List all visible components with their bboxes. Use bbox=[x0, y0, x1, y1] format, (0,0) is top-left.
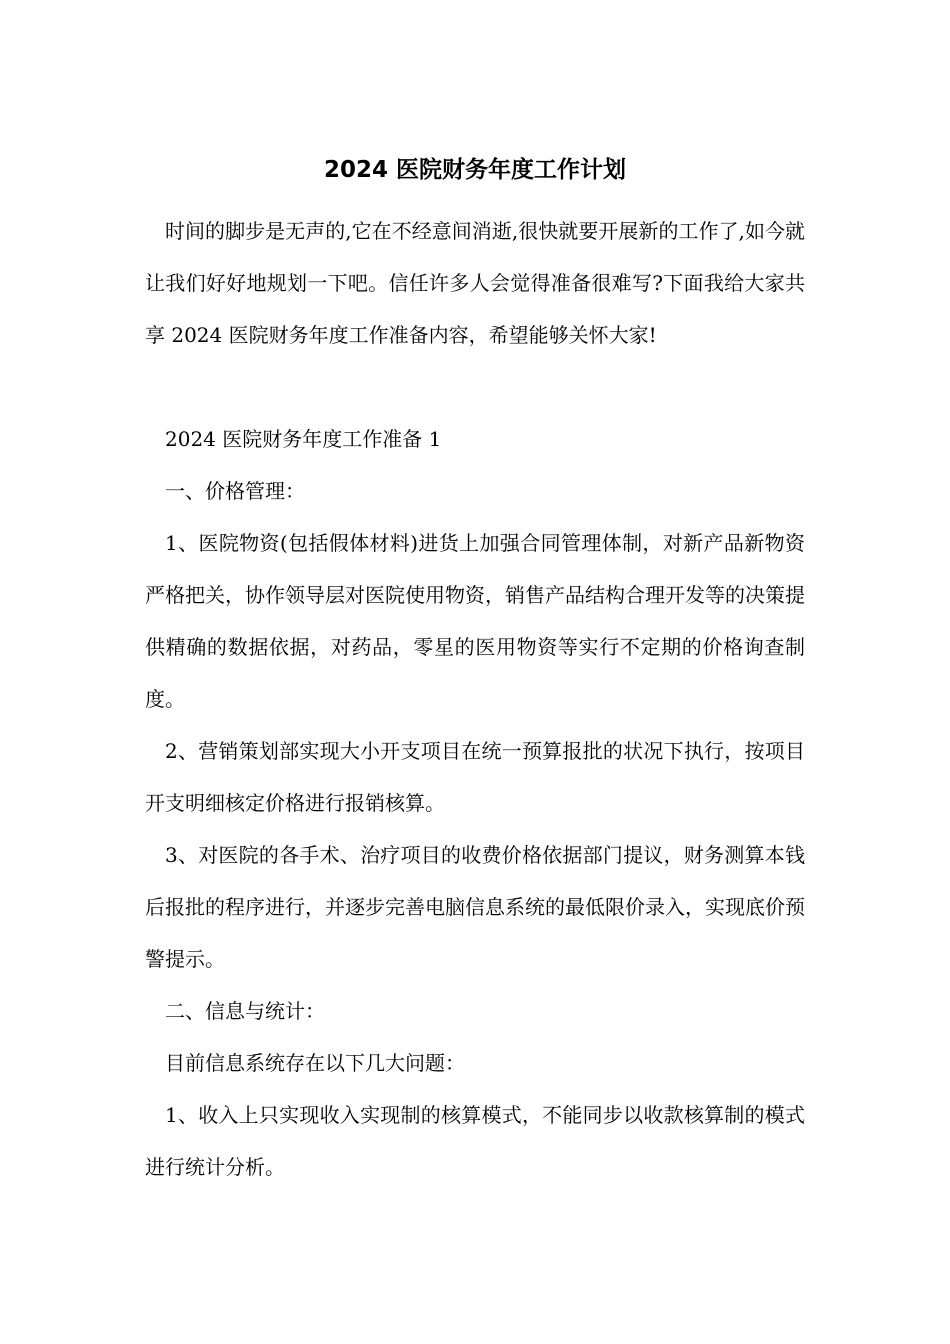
info-intro: 目前信息系统存在以下几大问题： bbox=[165, 1051, 465, 1075]
section-heading: 2024 医院财务年度工作准备 1 bbox=[165, 427, 442, 451]
intro-paragraph: 时间的脚步是无声的,它在不经意间消逝,很快就要开展新的工作了,如今就让我们好好地规划一下吧。信任许多人会觉得准备很难写?下面我给大家共享 2024 医院财务年度工作准备内容，希望能够关怀大家! bbox=[145, 219, 805, 347]
price-item-1: 1、医院物资(包括假体材料)进货上加强合同管理体制，对新产品新物资严格把关，协作领导层对医院使用物资，销售产品结构合理开发等的决策提供精确的数据依据，对药品，零星的医用物资等实行不定期的价格询查制度。 bbox=[145, 531, 805, 711]
document-title: 2024 医院财务年度工作计划 bbox=[323, 157, 627, 183]
info-item-1: 1、收入上只实现收入实现制的核算模式，不能同步以收款核算制的模式进行统计分析。 bbox=[145, 1103, 805, 1179]
price-item-2: 2、营销策划部实现大小开支项目在统一预算报批的状况下执行，按项目开支明细核定价格进行报销核算。 bbox=[145, 739, 805, 815]
paragraph-spacer bbox=[145, 361, 805, 413]
subsection-heading-info: 二、信息与统计： bbox=[165, 999, 325, 1023]
subsection-heading-price: 一、价格管理： bbox=[165, 479, 305, 503]
document-body bbox=[145, 205, 805, 1193]
price-item-3: 3、对医院的各手术、治疗项目的收费价格依据部门提议，财务测算本钱后报批的程序进行，并逐步完善电脑信息系统的最低限价录入，实现底价预警提示。 bbox=[145, 843, 805, 971]
